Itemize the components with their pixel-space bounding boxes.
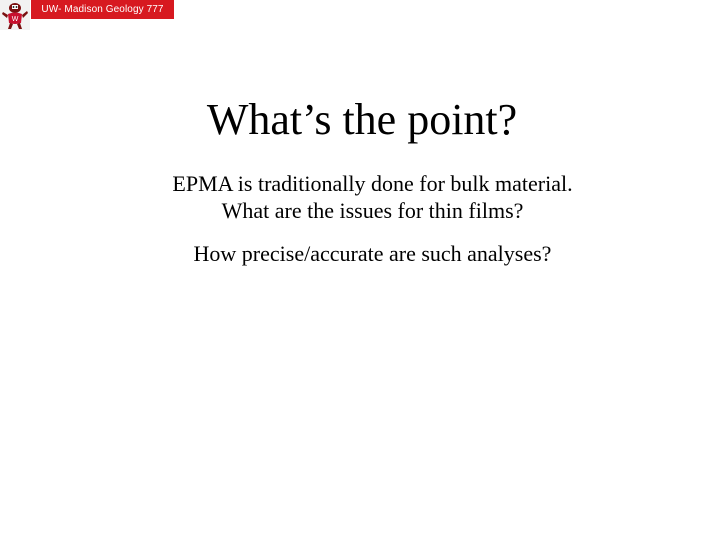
course-banner: UW- Madison Geology 777 (31, 0, 174, 19)
body-line-3: How precise/accurate are such analyses? (193, 241, 552, 266)
svg-text:W: W (11, 16, 19, 23)
slide-title (0, 94, 720, 146)
body-line-1: EPMA is traditionally done for bulk material. (172, 171, 573, 196)
body-line-2: What are the issues for thin films? (221, 198, 524, 223)
badger-logo-icon (0, 0, 30, 30)
slide-title-text: What’s the point? (206, 95, 518, 144)
